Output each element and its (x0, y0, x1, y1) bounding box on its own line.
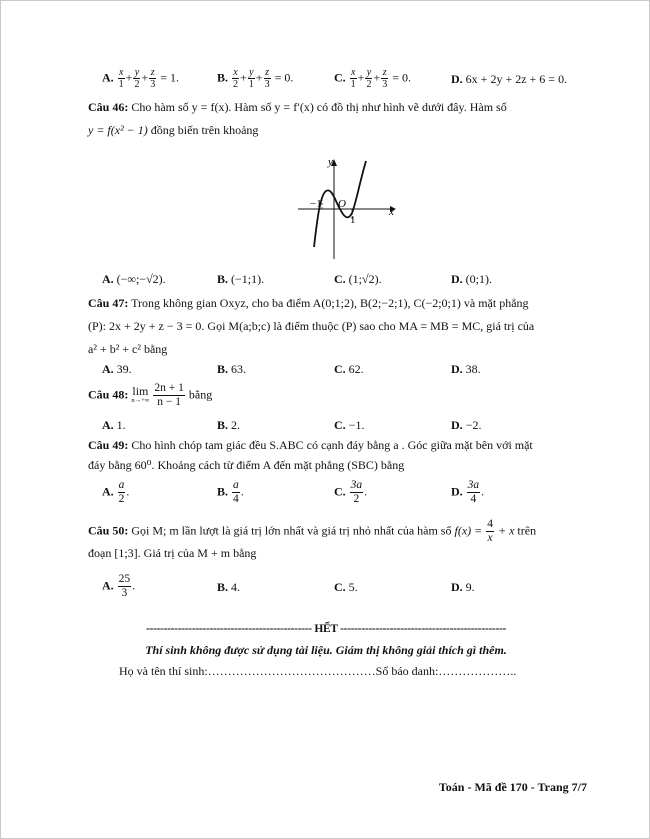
q45-option-b: B. $\frac{x}{2}$ + $\frac{y}{1}$ + $\frac{z}{3}$ = 0. (217, 67, 294, 90)
exam-note: Thí sinh không được sử dụng tài liệu. Giám thị không giải thích gì thêm. (145, 643, 507, 657)
q50-func-num: 4 (487, 518, 493, 530)
q48-limit (131, 383, 150, 406)
q46-b-text: (−1;1). (231, 272, 265, 286)
q48-tail: bằng (188, 387, 213, 402)
q47-d-text: 38. (465, 362, 481, 376)
q48-b-text: 2. (231, 418, 241, 432)
option-label: D. (451, 418, 463, 432)
q49-option-a: A. $\frac{a}{2}$ . (102, 479, 130, 505)
q48-a-text: 1. (116, 418, 126, 432)
q49-line2: đáy bằng 60⁰. Khoảng cách từ điểm A đến mặt phẳng (SBC) bằng (88, 458, 405, 472)
frac-num: 25 (118, 573, 131, 585)
q48-d-text: −2. (465, 418, 482, 432)
frac-den: 4 (470, 493, 477, 505)
q45-c-eq: = 0. (392, 70, 412, 85)
q45-option-a: A. $\frac{x}{1}$ + $\frac{y}{2}$ + $\frac{z}{3}$ = 1. (102, 67, 180, 90)
q48-option-c (334, 417, 364, 433)
q49-option-c: C. $\frac{3a}{2}$ . (334, 479, 368, 505)
frac-y2: $\frac{y}{2}$ (134, 67, 140, 90)
q48-fraction (153, 382, 185, 409)
option-label: D. (451, 484, 463, 499)
frac-num: 3a (350, 479, 363, 491)
option-label: D. (451, 272, 463, 286)
q47-line3: a² + b² + c² bằng (88, 342, 168, 356)
q46-function: y = f(x² − 1) (88, 123, 148, 137)
q49-option-b: B. $\frac{a}{4}$ . (217, 479, 244, 505)
frac-num: a (118, 479, 125, 491)
q48-option-b (217, 417, 240, 433)
frac-num: 3a (467, 479, 480, 491)
q47-option-c (334, 361, 364, 377)
q50-text-1: Gọi M; m lần lượt là giá trị lớn nhất và giá trị nhỏ nhất của hàm số (131, 523, 452, 538)
option-label: D. (451, 580, 463, 594)
option-label: A. (102, 418, 114, 432)
q48-c-text: −1. (348, 418, 365, 432)
option-label: C. (334, 580, 346, 594)
question-label: Câu 50: (88, 523, 129, 538)
q45-option-c: C. $\frac{x}{1}$ + $\frac{y}{2}$ + $\frac{z}{3}$ = 0. (334, 67, 412, 90)
het-line: ----------------------------------------------- HẾT ----------------------------------------------- (145, 623, 507, 635)
q45-b-eq: = 0. (274, 70, 294, 85)
question-label: Câu 49: (88, 438, 129, 452)
page-footer: Toán - Mã đề 170 - Trang 7/7 (438, 780, 587, 794)
q50-option-a: A. $\frac{25}{3}$ . (102, 573, 136, 599)
option-label: A. (102, 362, 114, 376)
q50-option-d (451, 579, 475, 595)
q46-text-1: Cho hàm số y = f(x). Hàm số y = f′(x) có đồ thị như hình vẽ dưới đây. Hàm số (131, 100, 507, 114)
option-label: B. (217, 272, 229, 286)
q46-a-text: (−∞;−√2). (116, 272, 166, 286)
q45-option-d (451, 71, 567, 87)
frac-den: 3 (121, 587, 128, 599)
candidate-info: Họ và tên thí sinh:……………………………………Số báo danh:……………….. (119, 664, 517, 678)
q46-option-b (217, 271, 264, 287)
tick-pos1: 1 (350, 214, 356, 226)
q47-option-a (102, 361, 132, 377)
q50-func-post: + x (497, 523, 515, 538)
q50-line2: đoạn [1;3]. Giá trị của M + m bằng (88, 546, 257, 560)
frac-num: a (233, 479, 239, 491)
option-label: C. (334, 272, 346, 286)
q50-d-text: 9. (465, 580, 475, 594)
option-label: C. (334, 484, 346, 499)
option-label: B. (217, 418, 229, 432)
option-label: B. (217, 362, 229, 376)
y-label: y (328, 156, 333, 168)
q47-a-text: 39. (116, 362, 132, 376)
option-label: B. (217, 580, 229, 594)
q48-option-a (102, 417, 126, 433)
lim-sub: n→+∞ (131, 396, 150, 404)
frac-den: 2 (353, 493, 360, 505)
q47-option-d (451, 361, 481, 377)
origin-label: O (338, 198, 346, 210)
option-label: A. (102, 70, 114, 85)
q49-line1 (88, 437, 533, 453)
q46-option-d (451, 271, 492, 287)
q47-line1 (88, 295, 529, 311)
q50-option-c (334, 579, 358, 595)
question-label: Câu 47: (88, 296, 129, 310)
option-label: B. (217, 70, 229, 85)
option-label: A. (102, 484, 114, 499)
q50-b-text: 4. (231, 580, 241, 594)
lim-text: lim (132, 383, 149, 398)
q48-line (88, 382, 212, 409)
q46-text-2: đồng biến trên khoảng (150, 123, 259, 137)
q47-line2: (P): 2x + 2y + z − 3 = 0. Gọi M(a;b;c) là điểm thuộc (P) sao cho MA = MB = MC, giá trị của (88, 319, 535, 333)
q49-option-d: D. $\frac{3a}{4}$ . (451, 479, 485, 505)
q46-option-a (102, 271, 166, 287)
option-label: D. (451, 72, 463, 86)
q47-c-text: 62. (348, 362, 364, 376)
option-label: C. (334, 362, 346, 376)
q50-c-text: 5. (348, 580, 358, 594)
question-label: Câu 48: (88, 387, 129, 402)
q46-c-text: (1;√2). (348, 272, 382, 286)
q50-text-tail: trên (517, 523, 537, 538)
question-label: Câu 46: (88, 100, 129, 114)
q45-a-eq: = 1. (160, 70, 180, 85)
q47-option-b (217, 361, 246, 377)
q50-func-pre: f(x) = (454, 523, 483, 538)
q46-line2 (88, 122, 258, 138)
tick-neg1: −1 (310, 198, 322, 210)
q46-derivative-graph (286, 151, 406, 263)
q47-text-1: Trong không gian Oxyz, cho ba điểm A(0;1;2), B(2;−2;1), C(−2;0;1) và mặt phẳng (131, 296, 529, 310)
q48-den: n − 1 (157, 396, 182, 408)
frac-den: 4 (233, 493, 239, 505)
frac-x1: $\frac{x}{1}$ (118, 67, 124, 90)
q50-func-den: x (487, 532, 493, 544)
q48-option-d (451, 417, 481, 433)
option-label: B. (217, 484, 229, 499)
q49-text-1: Cho hình chóp tam giác đều S.ABC có cạnh đáy bằng a . Góc giữa mặt bên với mặt (131, 438, 533, 452)
q47-b-text: 63. (231, 362, 247, 376)
option-label: D. (451, 362, 463, 376)
q46-d-text: (0;1). (465, 272, 492, 286)
x-label: x (389, 206, 394, 218)
q50-line1 (88, 518, 536, 545)
q45-d-text: 6x + 2y + 2z + 6 = 0. (465, 72, 568, 86)
option-label: C. (334, 418, 346, 432)
option-label: A. (102, 272, 114, 286)
frac-den: 2 (118, 493, 125, 505)
option-label: C. (334, 70, 346, 85)
option-label: A. (102, 578, 114, 593)
q48-num: 2n + 1 (154, 382, 184, 394)
q46-line1 (88, 99, 507, 115)
q50-option-b (217, 579, 240, 595)
q46-option-c (334, 271, 382, 287)
frac-z3: $\frac{z}{3}$ (150, 67, 156, 90)
